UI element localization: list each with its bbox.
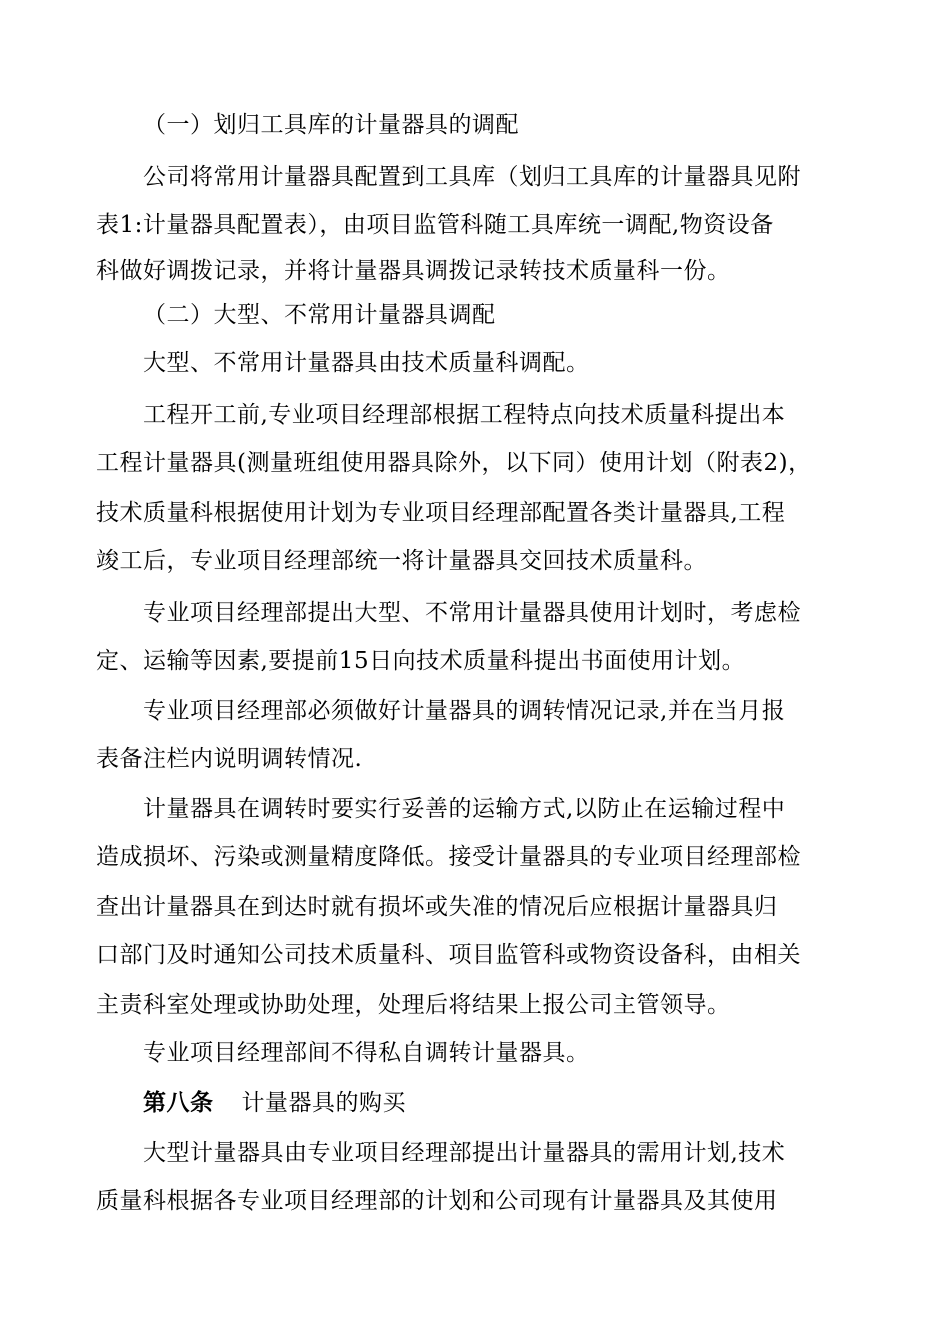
paragraph-line: 主责科室处理或协助处理，处理后将结果上报公司主管领导。 (96, 992, 731, 1018)
section-heading-2: （二）大型、不常用计量器具调配 (143, 302, 496, 328)
paragraph-line: 科做好调拨记录，并将计量器具调拨记录转技术质量科一份。 (96, 258, 731, 284)
paragraph-line: 公司将常用计量器具配置到工具库（划归工具库的计量器具见附 (143, 164, 801, 190)
paragraph-line: 专业项目经理部必须做好计量器具的调转情况记录,并在当月报 (143, 698, 786, 724)
paragraph-line: 查出计量器具在到达时就有损坏或失准的情况后应根据计量器具归 (96, 894, 778, 920)
paragraph-line: 造成损坏、污染或测量精度降低。接受计量器具的专业项目经理部检 (96, 844, 801, 870)
article-heading (143, 1083, 406, 1123)
section-heading-1: （一）划归工具库的计量器具的调配 (143, 112, 519, 138)
paragraph-line: 表1:计量器具配置表），由项目监管科随工具库统一调配,物资设备 (96, 212, 774, 238)
paragraph-line: 工程计量器具(测量班组使用器具除外，以下同）使用计划（附表2)， (96, 450, 812, 476)
paragraph-line: 口部门及时通知公司技术质量科、项目监管科或物资设备科，由相关 (96, 942, 801, 968)
paragraph-line: 质量科根据各专业项目经理部的计划和公司现有计量器具及其使用 (96, 1188, 778, 1214)
article-title: 计量器具的购买 (241, 1090, 406, 1116)
paragraph-line: 计量器具在调转时要实行妥善的运输方式,以防止在运输过程中 (143, 796, 786, 822)
paragraph-line: 表备注栏内说明调转情况. (96, 746, 363, 772)
paragraph-line: 专业项目经理部间不得私自调转计量器具。 (143, 1040, 590, 1066)
paragraph-line: 技术质量科根据使用计划为专业项目经理部配置各类计量器具,工程 (96, 500, 786, 526)
paragraph-line: 大型、不常用计量器具由技术质量科调配。 (143, 350, 590, 376)
paragraph-line: 竣工后，专业项目经理部统一将计量器具交回技术质量科。 (96, 548, 707, 574)
paragraph-line: 工程开工前,专业项目经理部根据工程特点向技术质量科提出本 (143, 402, 786, 428)
paragraph-line: 定、运输等因素,要提前15日向技术质量科提出书面使用计划。 (96, 648, 746, 674)
paragraph-line: 大型计量器具由专业项目经理部提出计量器具的需用计划,技术 (143, 1140, 786, 1166)
paragraph-line: 专业项目经理部提出大型、不常用计量器具使用计划时，考虑检 (143, 600, 801, 626)
article-number: 第八条 (143, 1089, 214, 1116)
